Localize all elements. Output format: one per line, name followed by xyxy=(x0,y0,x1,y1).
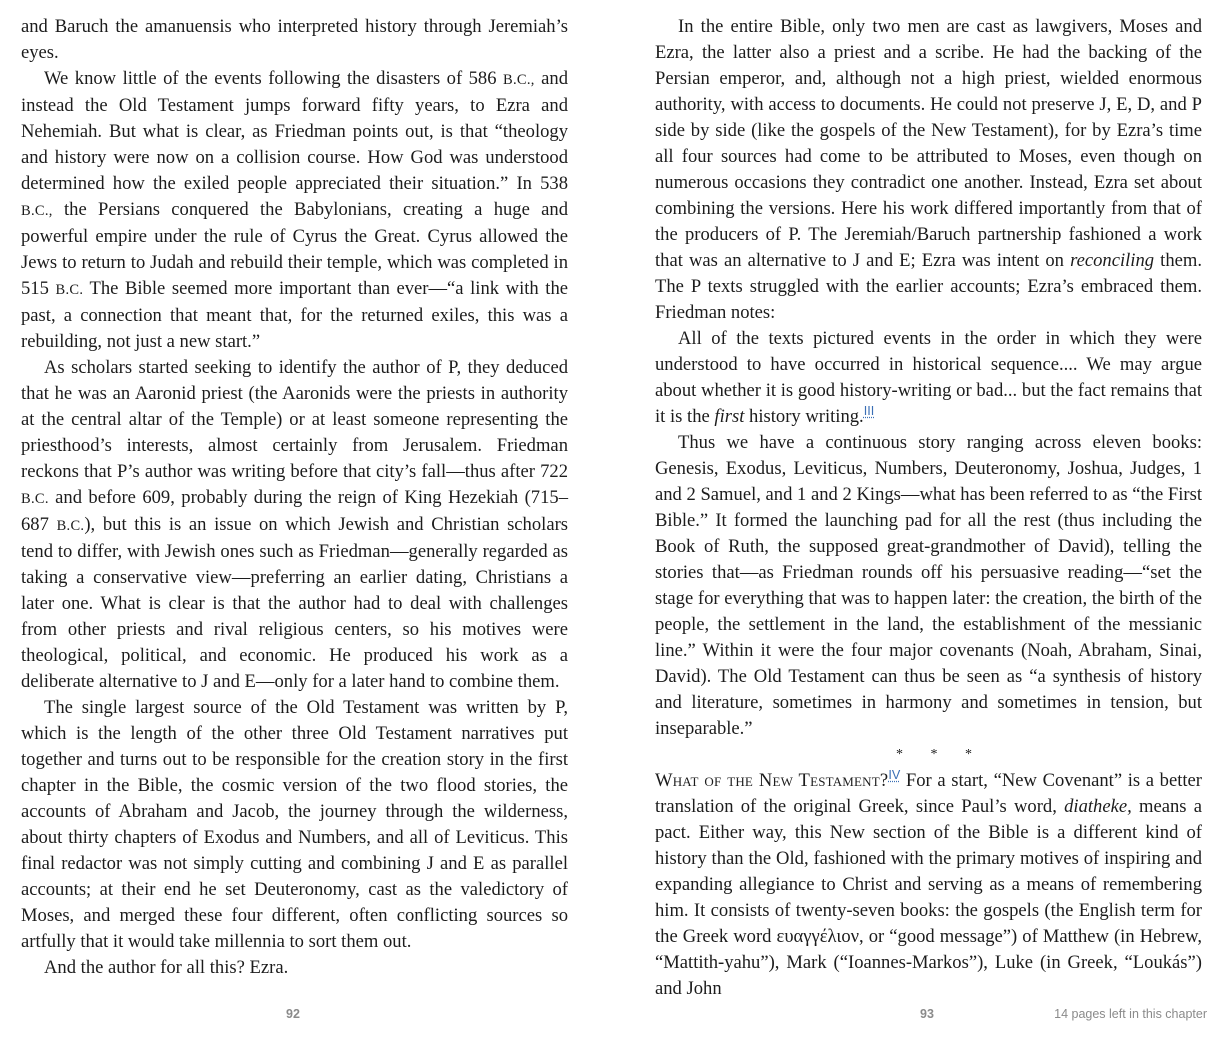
section-break: * * * xyxy=(896,747,984,762)
text-run: We know little of the events following the disasters of 586 xyxy=(44,68,503,89)
page-number-right: 93 xyxy=(920,1007,934,1021)
era-abbrev: B.C. xyxy=(21,491,49,507)
paragraph-events-586 xyxy=(21,66,568,355)
text-run: All of the texts pictured events in the order in which they were understood to have occurred in historical sequence.... We may argue about whether it is good history-writing or bad... but the fact remains that it is the xyxy=(655,328,1202,427)
paragraph-continuous-story: Thus we have a continuous story ranging across eleven books: Genesis, Exodus, Leviticus, Numbers, Deuteronomy, Joshua, Judges, 1 and 2 Samuel, and 1 and 2 Kings—what has been referred to as “the First Bible.” It formed the launching pad for all the rest (thus including the Book of Ruth, the supposed great-grandmother of David), telling the stories that—as Friedman rounds off his persuasive reading—“set the stage for everything that was to happen later: the creation, the birth of the people, the settlement in the land, the establishment of the messianic line.” Within it were the four major covenants (Noah, Abraham, Sinai, David). The Old Testament can thus be seen as “a synthesis of history and literature, sometimes in harmony and sometimes in tension, but inseparable.” xyxy=(655,432,1202,739)
paragraph-continuation: and Baruch the amanuensis who interpreted history through Jeremiah’s eyes. xyxy=(21,16,568,63)
emphasis: reconciling xyxy=(1070,250,1155,271)
emphasis: first xyxy=(714,406,745,427)
text-run: The Bible seemed more important than ever—“a link with the past, a connection that meant that, for the returned exiles, this was a rebuilding, not just a new start.” xyxy=(21,278,568,352)
block-quote xyxy=(655,326,1202,430)
text-run: In the entire Bible, only two men are cast as lawgivers, Moses and Ezra, the latter also a priest and a scribe. He had the backing of the Persian emperor, and, although not a high priest, wielded enormous authority, with access to documents. He could not preserve J, E, D, and P side by side (like the gospels of the New Testament), for by Ezra’s time all four sources had come to be attributed to Moses, even though on numerous occasions they contradict one another. Instead, Ezra set about combining the versions. Here his work differed importantly from that of the producers of P. The Jeremiah/Baruch partnership fashioned a work that was an alternative to J and E; Ezra was intent on xyxy=(655,16,1202,271)
text-run: ), but this is an issue on which Jewish and Christian scholars tend to differ, with Jewish ones such as Friedman—generally regarded as taking a conservative view—preferring an earlier dating, Christians a later one. What is clear is that the author had to deal with challenges from other priests and rival religious centers, so his motives were theological, political, and economic. He produced his work as a deliberate alternative to J and E—only for a later hand to combine them. xyxy=(21,514,568,692)
footnote-link[interactable]: III xyxy=(863,403,875,418)
text-run: and instead the Old Testament jumps forward fifty years, to Ezra and Nehemiah. But what is clear, as Friedman points out, is that “theology and history were now on a collision course. How God was understood determined how the exiled people appreciated their situation.” In 538 xyxy=(21,68,568,194)
era-abbrev: B.C., xyxy=(503,72,535,88)
text-run: and before 609, probably during the reign of King Hezekiah (715–687 xyxy=(21,487,568,535)
era-abbrev: B.C., xyxy=(21,203,53,219)
era-abbrev: B.C. xyxy=(55,282,84,298)
footnote-link[interactable]: IV xyxy=(888,767,901,782)
paragraph-lawgivers xyxy=(655,14,1202,326)
page-number-left: 92 xyxy=(286,1007,300,1021)
paragraph-author-of-p xyxy=(21,355,568,695)
paragraph-author-ezra: And the author for all this? Ezra. xyxy=(44,957,289,978)
text-run: history writing. xyxy=(744,406,864,427)
section-lead: What of the New Testament? xyxy=(655,770,889,791)
right-page xyxy=(655,14,1202,1002)
text-run: them. The P texts struggled with the earlier accounts; Ezra’s embraced them. Friedman notes: xyxy=(655,250,1202,323)
chapter-progress-label: 14 pages left in this chapter xyxy=(1054,1007,1207,1021)
text-run: As scholars started seeking to identify the author of P, they deduced that he was an Aaronid priest (the Aaronids were the priests in authority at the central altar of the Temple) or at least someone representing the priesthood’s interests, almost certainly from Jerusalem. Friedman reckons that P’s author was writing before that city’s fall—thus after 722 xyxy=(21,357,568,482)
paragraph-single-largest-source: The single largest source of the Old Testament was written by P, which is the length of the other three Old Testament narratives put together and turns out to be responsible for the creation story in the first chapter in the Bible, the cosmic version of the two flood stories, the accounts of Abraham and Jacob, the journey through the wilderness, about thirty chapters of Exodus and Numbers, and all of Leviticus. This final redactor was not simply cutting and combining J and E as parallel accounts; at their end he set Deuteronomy, cast as the valedictory of Moses, and merged these four different, often conflicting sources so artfully that it would take millennia to sort them out. xyxy=(21,697,568,952)
text-run: means a pact. Either way, this New section of the Bible is a different kind of history than the Old, fashioned with the primary motives of inspiring and expanding allegiance to Christ and serving as a means of remembering him. It consists of twenty-seven books: the gospels (the English term for the Greek word ευαγγέλιον, or “good message”) of Matthew (in Hebrew, “Mattith-yahu”), Mark (“Ioannes-Markos”), Luke (in Greek, “Loukás”) and John xyxy=(655,796,1202,999)
era-abbrev: B.C. xyxy=(56,518,85,534)
left-page xyxy=(21,14,568,981)
text-run: the Persians conquered the Babylonians, creating a huge and powerful empire under the rule of Cyrus the Great. Cyrus allowed the Jews to return to Judah and rebuild their temple, which was completed in 515 xyxy=(21,199,568,299)
paragraph-new-testament xyxy=(655,768,1202,1002)
text-run: For a start, “New Covenant” is a better translation of the original Greek, since Paul’s word, xyxy=(655,770,1202,817)
emphasis: diatheke, xyxy=(1064,796,1132,817)
